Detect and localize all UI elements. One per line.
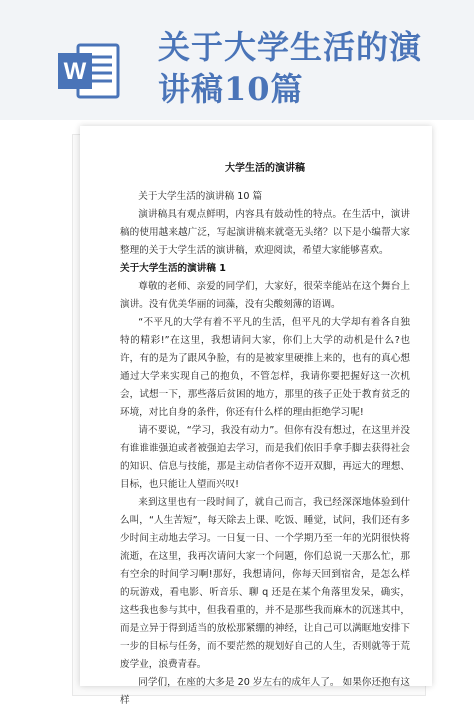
word-icon-letter: W (63, 58, 87, 85)
intro-line: 关于大学生活的演讲稿 10 篇 (138, 191, 263, 202)
document-body (120, 160, 410, 710)
banner-title-line1: 关于大学生活的演 (158, 28, 423, 66)
paragraph-2: “不平凡的大学有着不平凡的生活，但平凡的大学却有着各自独特的精彩!”在这里，我想请问大家，你们上大学的动机是什么?也许，有的是为了跟风争脸，有的是被家里硬推上来的，也有的真心想通过大学来实现自己的抱负，不管怎样，我请你要把握好这一次机会，试想一下，那些落后贫困的地方，那里的孩子正处于教育贫乏的环境，对比自身的条件，你还有什么样的理由拒绝学习呢! (120, 317, 410, 418)
banner-title-line2: 讲稿10篇 (158, 70, 304, 108)
word-doc-icon (58, 41, 120, 101)
paragraph-1: 尊敬的老师、亲爱的同学们，大家好，很荣幸能站在这个舞台上演讲。没有优美华丽的词藻，没有尖酸刻薄的语调。 (120, 281, 410, 310)
paragraph-3: 请不要说，“学习，我没有动力”。但你有没有想过，在这里并没有谁谁谁强迫或者被强迫去学习，而是我们依旧手拿手脚去获得社会的知识、信息与技能，那是主动信者你不迈开双脚，再远大的理想、目标，也只能让人望而兴叹! (120, 425, 410, 490)
section-heading: 关于大学生活的演讲稿 1 (120, 263, 226, 274)
document-title: 大学生活的演讲稿 (225, 163, 305, 174)
banner (0, 0, 474, 120)
last-line: 同学们，在座的大多是 20 岁左右的成年人了。 如果你还抱有这样 (120, 677, 410, 706)
intro-paragraph: 演讲稿具有观点鲜明，内容具有鼓动性的特点。在生活中，演讲稿的使用越来越广泛，写起演讲稿来就毫无头绪？以下是小编帮大家整理的关于大学生活的演讲稿，欢迎阅读，希望大家能够喜欢。 (120, 209, 410, 256)
paragraph-4: 来到这里也有一段时间了，就自己而言，我已经深深地体验到什么叫，“人生苦短”，每天除去上课、吃饭、睡觉，试问，我们还有多少时间主动地去学习。一日复一日、一个学期乃至一年的光阴很快将流逝，在这里，我再次请问大家一个问题，你们总说一天那么忙，那有空余的时间学习啊!那好，我想请问，你每天回到宿舍，是怎么样的玩游戏，看电影、听音乐、聊 q 还是在某个角落里发呆，确实，这些我也参与其中，但我看重的，并不是那些我而麻木的沉迷其中，而是立异于得到适当的放松那紧绷的神经，让自己可以满眶地安排下一步的目标与任务，而不要茫然的规划好自己的人生，否则就等于荒废学业，浪费青春。 (120, 497, 410, 670)
banner-title (158, 26, 458, 110)
